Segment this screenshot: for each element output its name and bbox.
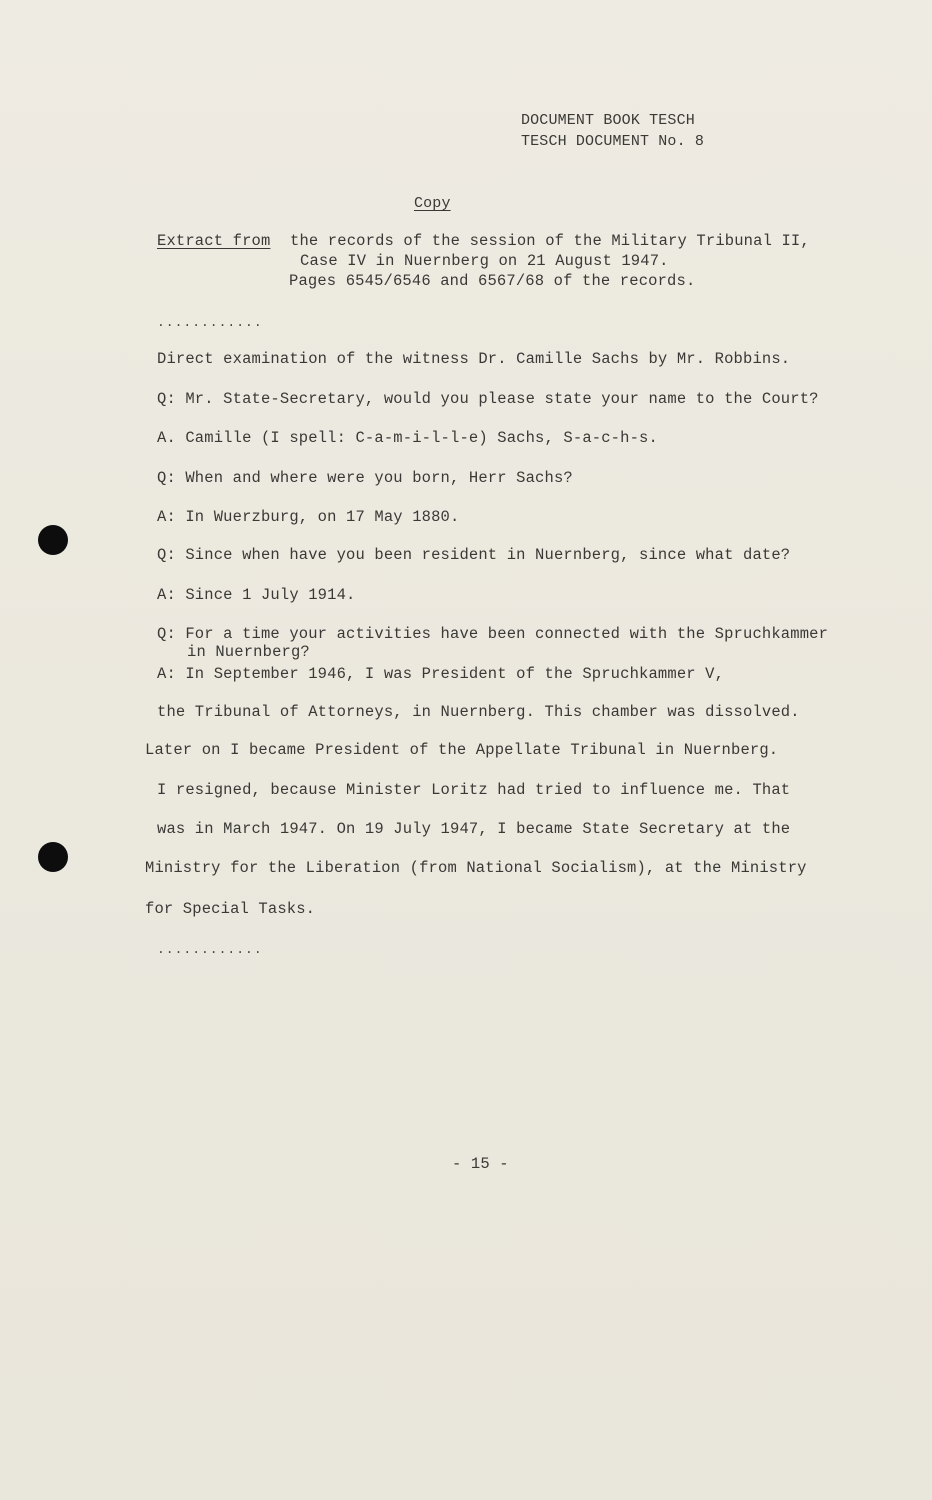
header-line-1: DOCUMENT BOOK TESCH (521, 112, 695, 129)
answer-4-line-5: was in March 1947. On 19 July 1947, I became State Secretary at the (157, 820, 791, 838)
punch-hole-top (38, 525, 68, 555)
punch-hole-bottom (38, 842, 68, 872)
copy-label: Copy (414, 195, 451, 212)
question-3: Q: Since when have you been resident in Nuernberg, since what date? (157, 546, 791, 564)
extract-line-1: the records of the session of the Military Tribunal II, (290, 232, 810, 250)
question-4-line-1: Q: For a time your activities have been connected with the Spruchkammer (157, 625, 829, 643)
question-2: Q: When and where were you born, Herr Sachs? (157, 469, 573, 487)
answer-4-line-2: the Tribunal of Attorneys, in Nuernberg. This chamber was dissolved. (157, 703, 800, 721)
answer-4-line-4: I resigned, because Minister Loritz had tried to influence me. That (157, 781, 791, 799)
extract-label: Extract from (157, 232, 271, 250)
extract-line-2: Case IV in Nuernberg on 21 August 1947. (300, 252, 669, 270)
question-1: Q: Mr. State-Secretary, would you please state your name to the Court? (157, 390, 819, 408)
answer-4-line-1: A: In September 1946, I was President of the Spruchkammer V, (157, 665, 725, 683)
answer-4-line-3: Later on I became President of the Appellate Tribunal in Nuernberg. (145, 741, 779, 759)
question-4-line-2: in Nuernberg? (187, 643, 310, 661)
answer-3: A: Since 1 July 1914. (157, 586, 356, 604)
answer-2: A: In Wuerzburg, on 17 May 1880. (157, 508, 460, 526)
header-line-2: TESCH DOCUMENT No. 8 (521, 133, 705, 150)
answer-1: A. Camille (I spell: C-a-m-i-l-l-e) Sachs, S-a-c-h-s. (157, 429, 658, 447)
answer-4-line-6: Ministry for the Liberation (from National Socialism), at the Ministry (145, 859, 807, 877)
answer-4-line-7: for Special Tasks. (145, 900, 316, 918)
page-number: - 15 - (452, 1155, 509, 1173)
separator-dots-end: ............ (157, 942, 263, 957)
separator-dots: ............ (157, 315, 263, 330)
intro-line: Direct examination of the witness Dr. Camille Sachs by Mr. Robbins. (157, 350, 791, 368)
extract-line-3: Pages 6545/6546 and 6567/68 of the records. (289, 272, 696, 290)
